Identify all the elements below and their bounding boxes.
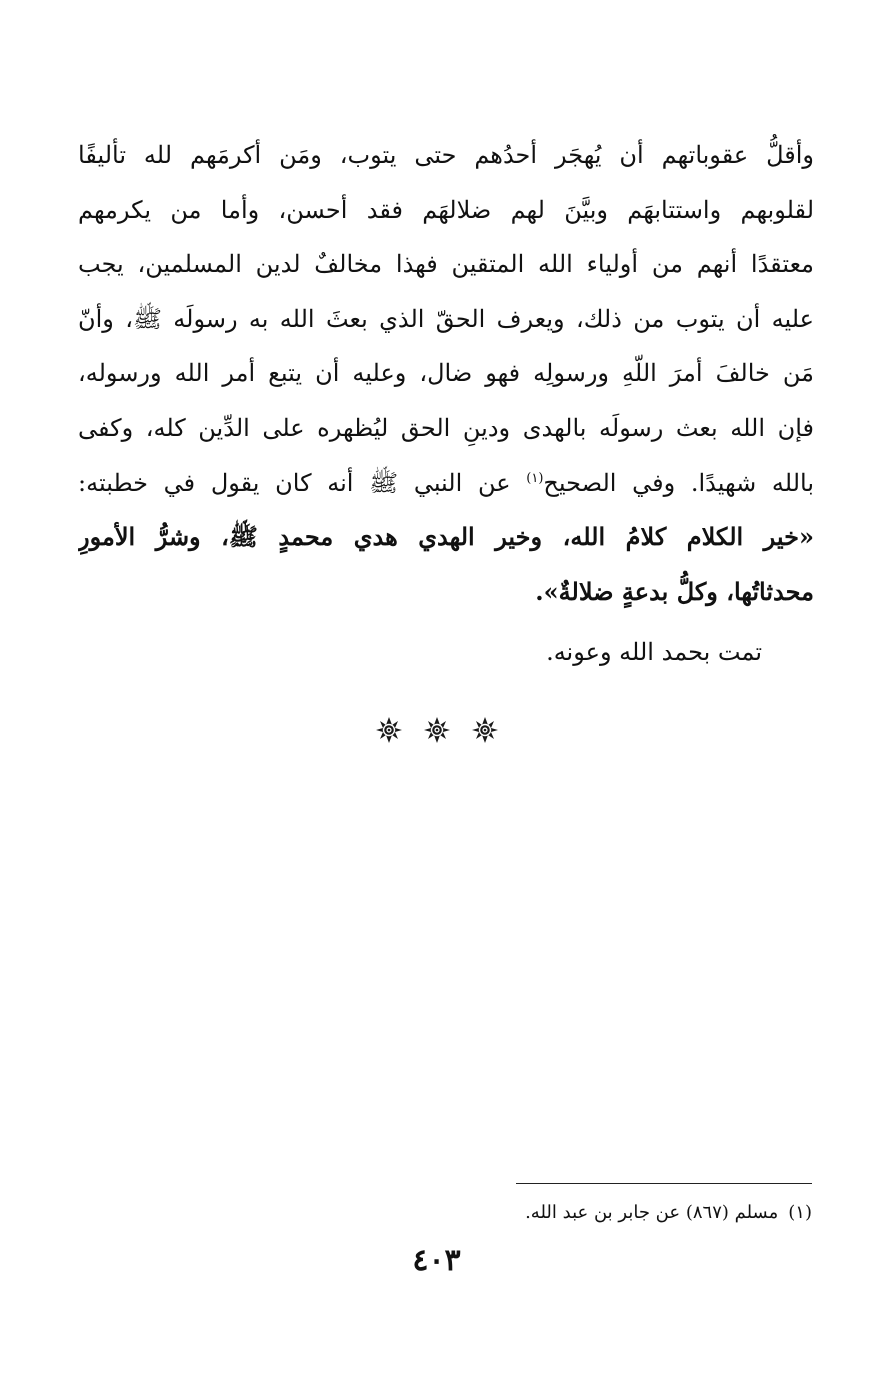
hadith-quote-line: محدثاتُها، وكلُّ بدعةٍ ضلالةٌ». [535,576,814,606]
hadith-quote-line: «خير الكلام كلامُ الله، وخير الهدي هدي محمدٍ ﷺ، وشرُّ الأمورِ [78,522,814,552]
text-line: مَن خالفَ أمرَ اللّهِ ورسولِه فهو ضال، وعليه أن يتبع أمر الله ورسوله، [78,359,814,388]
closing-line: تمت بحمد الله وعونه. [546,638,762,667]
footnote-reference: (١) [526,470,544,486]
text-line: لقلوبهم واستتابهَم وبيَّنَ لهم ضلالهَم فقد أحسن، وأما من يكرمهم [78,195,814,224]
text-line: معتقدًا أنهم من أولياء الله المتقين فهذا مخالفٌ لدين المسلمين، يجب [78,250,814,279]
flower-ornament-icon [423,716,451,744]
footnote-number: (١) [788,1202,812,1223]
text-segment: بالله شهيدًا. وفي الصحيح [543,468,814,497]
flower-ornament-icon [375,716,403,744]
main-text [78,128,814,680]
text-line: عليه أن يتوب من ذلك، ويعرف الحقّ الذي بعثَ الله به رسولَه ﷺ، وأنّ [78,304,814,333]
page-number: ٤٠٣ [412,1243,461,1278]
footnote-text: مسلم (٨٦٧) عن جابر بن عبد الله. [525,1202,779,1223]
section-ornaments [0,716,873,750]
text-line: وأقلُّ عقوباتهم أن يُهجَر أحدُهم حتى يتوب، ومَن أكرمَهم لله تأليفًا [78,141,814,169]
footnote [300,1198,812,1228]
footnote-separator [516,1183,812,1184]
text-line-with-footnote-ref [78,456,814,511]
text-line: فإن الله بعث رسولَه بالهدى ودينِ الحق ليُظهره على الدِّين كله، وكفى [78,413,814,442]
flower-ornament-icon [471,716,499,744]
text-segment: عن النبي ﷺ أنه كان يقول في خطبته: [78,468,527,497]
